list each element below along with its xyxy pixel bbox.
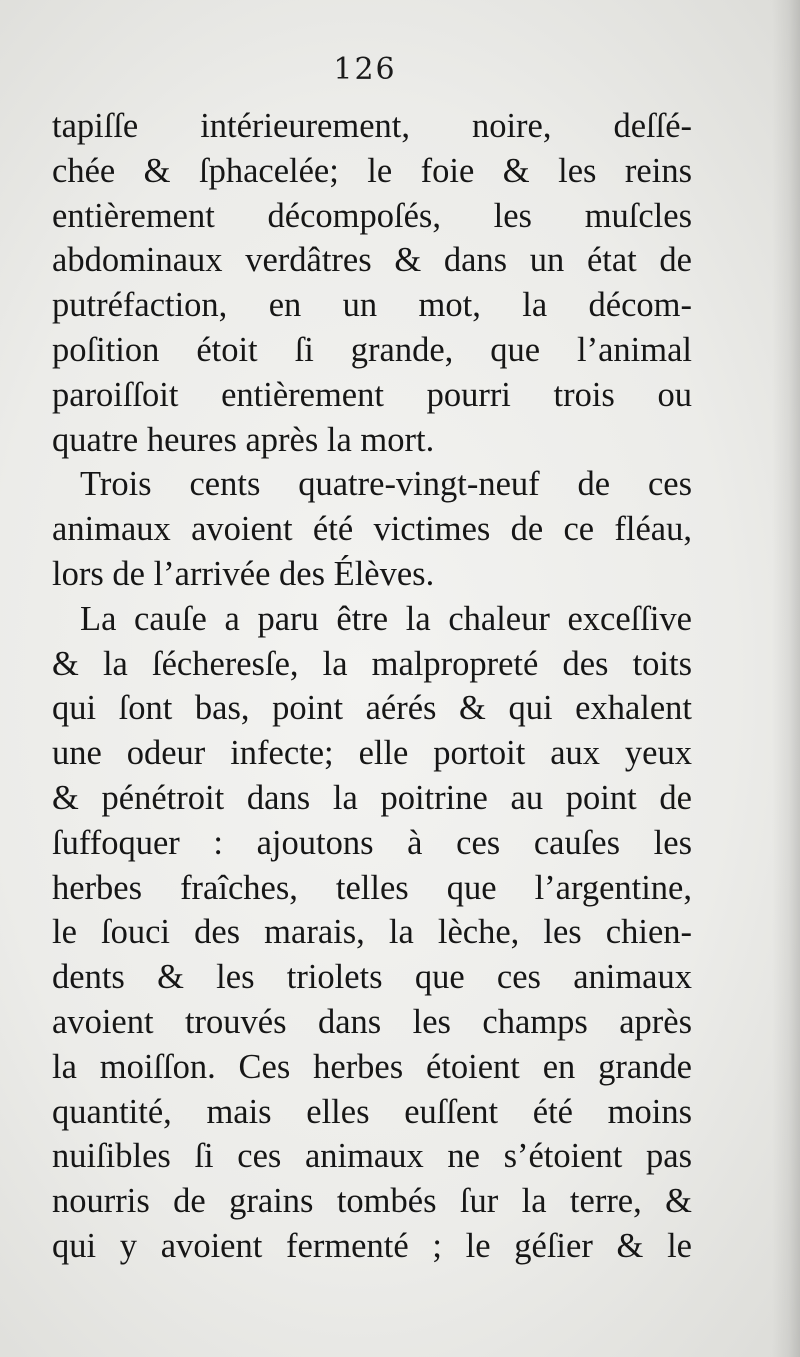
text-line: quatre heures après la mort. [52,420,435,459]
page-number: 126 [333,52,397,87]
text-line: abdominaux verdâtres & dans un état de [52,241,692,280]
text-line: avoient trouvés dans les champs après [52,1002,692,1041]
text-line: ſuffoquer : ajoutons à ces cauſes les [52,823,692,862]
text-line: lors de l’arrivée des Élèves. [52,554,435,593]
body-text [52,104,692,1269]
text-line: & la ſécheresſe, la malpropreté des toits [52,644,692,683]
text-line: dents & les triolets que ces animaux [52,958,692,997]
text-line: qui y avoient fermenté ; le géſier & le [52,1226,692,1265]
text-line: tapiſſe intérieurement, noire, deſſé- [52,107,692,145]
text-line: poſition étoit ſi grande, que l’animal [52,330,692,369]
text-line: Trois cents quatre-vingt-neuf de ces [80,465,692,504]
text-line: putréfaction, en un mot, la décom- [52,286,692,325]
text-line: qui ſont bas, point aérés & qui exhalent [52,689,692,728]
text-line: animaux avoient été victimes de ce fléau, [52,510,692,549]
text-line: paroiſſoit entièrement pourri trois ou [52,375,692,414]
text-line: chée & ſphacelée; le foie & les reins [52,151,692,190]
text-line: & pénétroit dans la poitrine au point de [52,778,692,817]
text-line: quantité, mais elles euſſent été moins [52,1092,692,1131]
text-line: entièrement décompoſés, les muſcles [52,196,692,235]
text-line: nuiſibles ſi ces animaux ne s’étoient pas [52,1137,692,1176]
text-line: le ſouci des marais, la lèche, les chien- [52,913,692,952]
text-line: herbes fraîches, telles que l’argentine, [52,868,692,907]
page-edge-shadow [772,0,800,1357]
text-line: une odeur infecte; elle portoit aux yeux [52,734,692,773]
text-line: la moiſſon. Ces herbes étoient en grande [52,1047,692,1086]
text-line: La cauſe a paru être la chaleur exceſſive [80,599,692,638]
text-line: nourris de grains tombés ſur la terre, & [52,1182,692,1221]
